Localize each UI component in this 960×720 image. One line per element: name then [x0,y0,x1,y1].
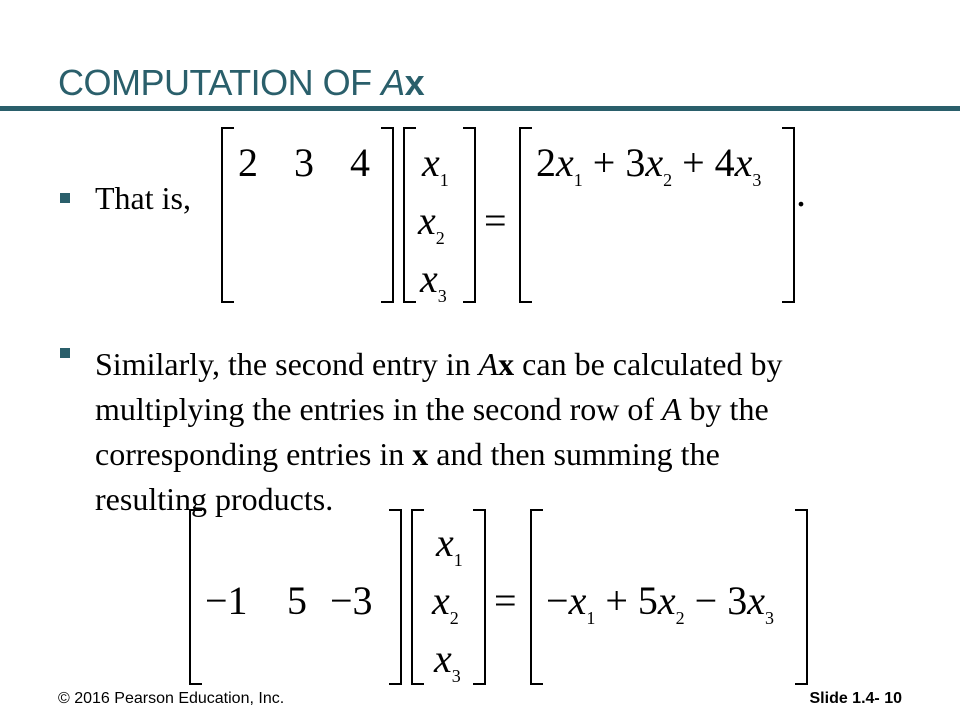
eq2-bracket-right-a [389,510,401,684]
eq2-bracket-left-a [190,510,202,684]
eq1-x2: $x_2$ [418,198,445,248]
eq1-a13: 4 [350,140,370,185]
eq1-equals: = [484,198,507,243]
eq1-x3: $x_3$ [420,256,447,306]
bullet-2-line-1: Similarly, the second entry in Ax can be calculated by [95,346,783,382]
eq2-bracket-left-x [412,510,424,684]
eq2-result: $-x_1 + 5x_2 - 3x_3$ [546,578,774,628]
bullet-2-line-4: resulting products. [95,481,334,517]
eq1-period: . [796,170,806,215]
bullet-1-text: That is, [95,180,191,216]
eq2-x3: $x_3$ [434,636,461,686]
eq2-bracket-right-x [473,510,485,684]
eq1-a12: 3 [294,140,314,185]
eq2-a23: −3 [330,578,373,623]
eq2-x2: $x_2$ [432,578,459,628]
eq2-bracket-right-result [795,510,807,684]
eq2-a21: −1 [205,578,248,623]
bullet-2-line-3: corresponding entries in x and then summing the [95,436,720,472]
footer-copyright: © 2016 Pearson Education, Inc. [58,690,285,707]
title-var-a: A [381,62,405,103]
eq2-equals: = [494,578,517,623]
eq1-x1: $x_1$ [422,140,449,190]
eq2-a22: 5 [287,578,307,623]
footer-slide-number: Slide 1.4- 10 [809,690,902,707]
eq1-result: $2x_1 + 3x_2 + 4x_3$ [536,140,762,190]
eq1-a11: 2 [238,140,258,185]
eq2-bracket-left-result [531,510,543,684]
eq2-x1: $x_1$ [436,520,463,570]
title-prefix: COMPUTATION OF [58,62,382,103]
bullet-2-line-2: multiplying the entries in the second row of A by the [95,391,769,427]
title-var-x: x [404,62,425,103]
